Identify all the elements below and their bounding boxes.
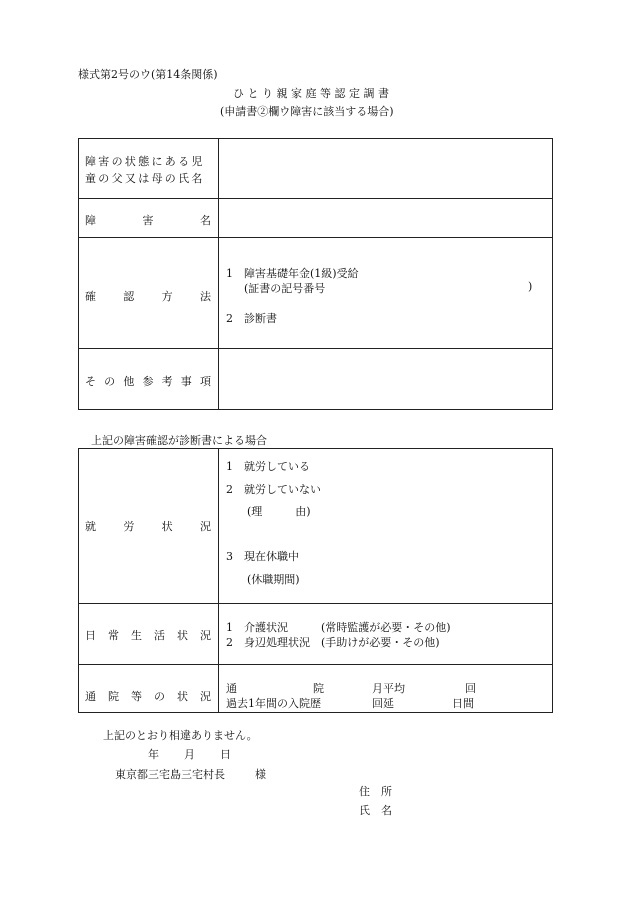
label-char: 他 [123, 375, 135, 388]
outpatient-label-start: 通 [226, 682, 237, 695]
label-char: 考 [161, 375, 173, 388]
table1-divider [78, 348, 553, 349]
label-char: 状 [177, 629, 188, 642]
label-line: 障害の状態にある児 [85, 155, 205, 168]
table1-divider [78, 198, 553, 199]
employed-option: 1 就労している [226, 460, 310, 473]
label-char: 生 [131, 629, 142, 642]
unemployed-reason-label: (理 由) [247, 505, 311, 518]
label-char: 活 [154, 629, 165, 642]
label-char: 通 [85, 690, 96, 703]
visits-unit-label: 回 [465, 682, 476, 695]
daily-life-status-label [85, 627, 211, 643]
days-unit-label: 日間 [452, 697, 474, 710]
label-char: の [104, 375, 116, 388]
unemployed-option: 2 就労していない [226, 483, 321, 496]
label-char: 法 [199, 290, 211, 303]
document-subtitle: (申請書②欄ウ障害に該当する場合) [220, 105, 394, 118]
label-char: 名 [200, 214, 211, 227]
label-char: 況 [200, 690, 211, 703]
label-char: 項 [199, 375, 211, 388]
care-status-item: 1 介護状況 (常時監護が必要・その他) [226, 621, 451, 634]
self-care-status-item: 2 身辺処理状況 (手助けが必要・その他) [226, 636, 440, 649]
addressee: 東京都三宅島三宅村長 [115, 768, 225, 781]
on-leave-option: 3 現在休職中 [226, 550, 299, 563]
label-char: 認 [123, 290, 135, 303]
table2-divider [78, 664, 553, 665]
date-day-label: 日 [220, 748, 231, 761]
table1-column-divider [218, 138, 219, 410]
hospitalization-history-label: 過去1年間の入院歴 [226, 697, 321, 710]
label-char: 況 [200, 629, 211, 642]
label-char: 状 [177, 690, 188, 703]
label-line: 童の父又は母の氏名 [85, 172, 205, 185]
outpatient-label-end: 院 [313, 682, 324, 695]
certification-statement: 上記のとおり相違ありません。 [103, 729, 258, 742]
parent-name-label [85, 153, 205, 187]
label-char: 労 [123, 520, 135, 533]
label-char: 院 [108, 690, 119, 703]
label-char: 害 [142, 214, 154, 227]
label-char: 状 [161, 520, 173, 533]
applicant-name-label: 氏 名 [359, 804, 392, 817]
label-char: 事 [180, 375, 192, 388]
date-month-label: 月 [184, 748, 195, 761]
label-char: そ [85, 375, 96, 388]
employment-status-label [85, 518, 211, 534]
monthly-average-label: 月平均 [372, 682, 405, 695]
label-char: 等 [131, 690, 142, 703]
hospital-visit-status-label [85, 688, 211, 704]
certificate-number-label: (証書の記号番号 [244, 282, 326, 295]
total-times-label: 回延 [372, 697, 394, 710]
label-char: の [154, 690, 165, 703]
certificate-number-close-paren: ) [528, 280, 533, 293]
disability-name-label [85, 212, 211, 228]
label-char: 方 [161, 290, 173, 303]
label-char: 障 [85, 214, 96, 227]
diagnosis-section-caption: 上記の障害確認が診断書による場合 [91, 434, 267, 447]
confirmation-method-label [85, 288, 211, 304]
form-number: 様式第2号のウ(第14条関係) [78, 68, 218, 81]
honorific: 様 [255, 768, 266, 781]
document-title: ひとり親家庭等認定調書 [233, 87, 393, 100]
leave-period-label: (休職期間) [247, 573, 300, 586]
label-char: 参 [142, 375, 154, 388]
date-year-label: 年 [148, 748, 159, 761]
table2-column-divider [218, 448, 219, 713]
method-pension-option: 1 障害基礎年金(1級)受給 [226, 267, 359, 280]
method-diagnosis-option: 2 診断書 [226, 312, 277, 325]
table2-divider [78, 603, 553, 604]
table1-divider [78, 237, 553, 238]
label-char: 況 [199, 520, 211, 533]
label-char: 日 [85, 629, 96, 642]
applicant-address-label: 住 所 [359, 785, 392, 798]
label-char: 常 [108, 629, 119, 642]
label-char: 就 [85, 520, 96, 533]
other-reference-label [85, 373, 211, 389]
label-char: 確 [85, 290, 96, 303]
